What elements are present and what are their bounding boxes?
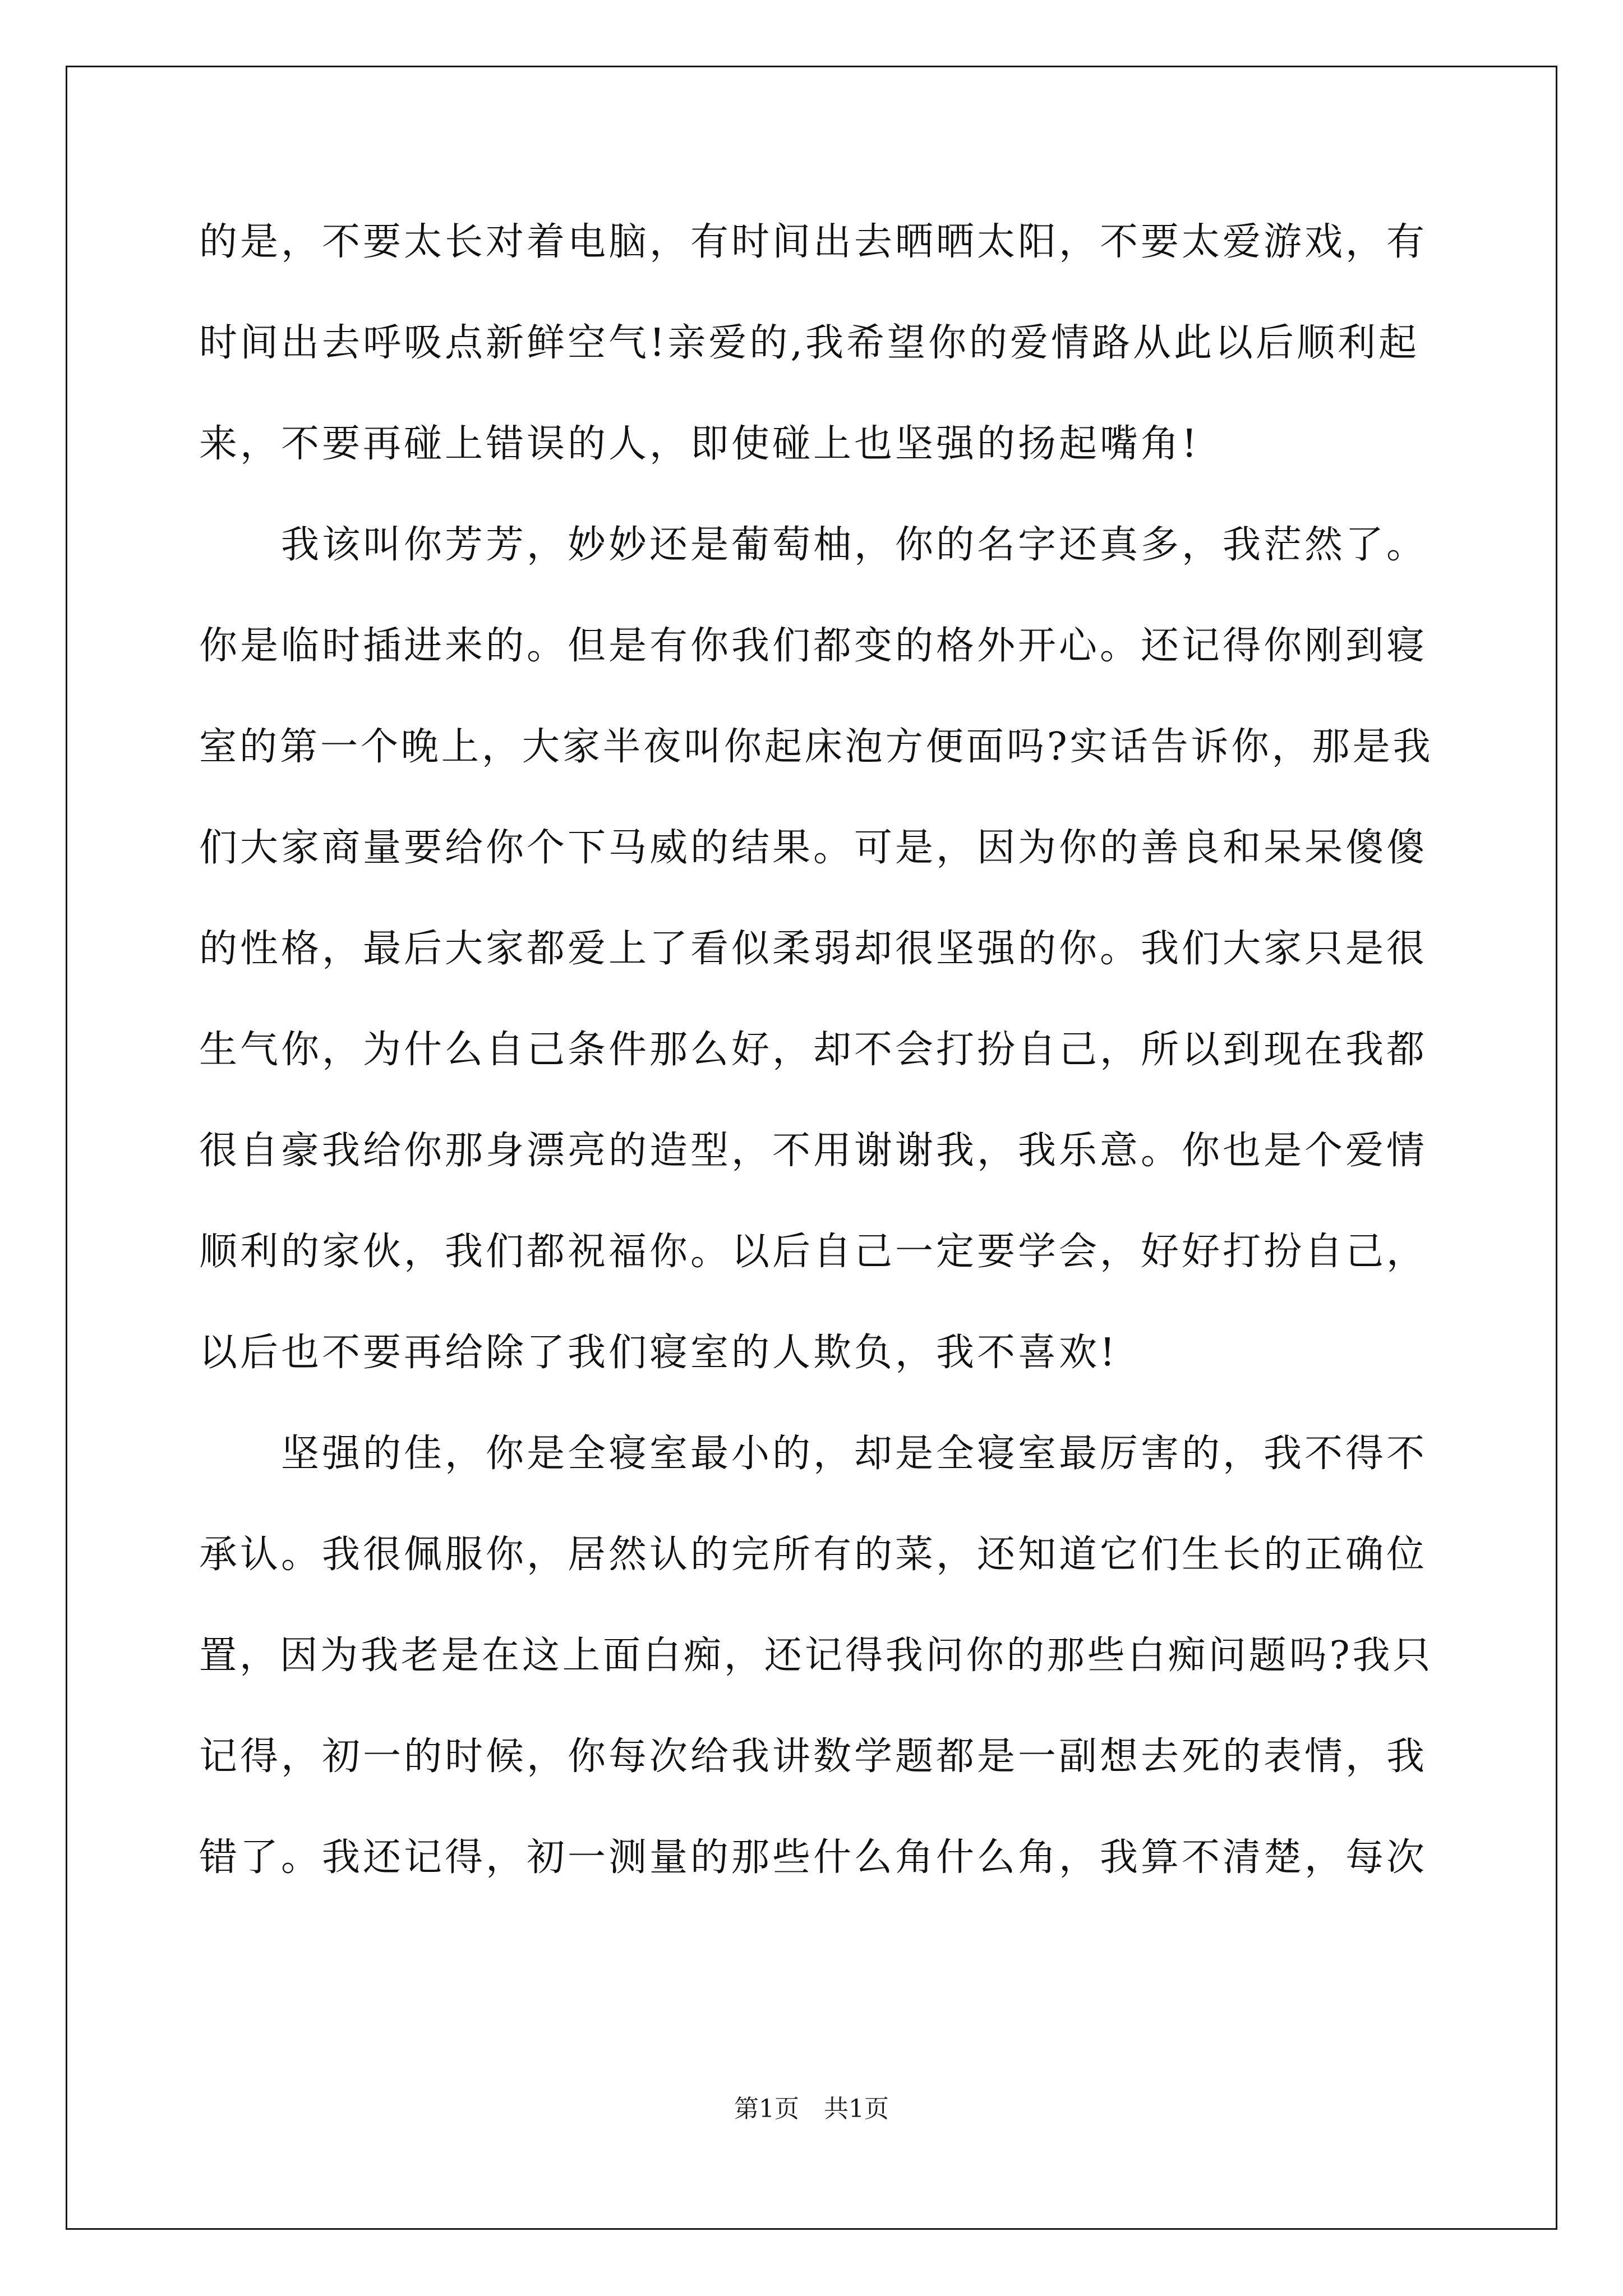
text-line: 记得，初一的时候，你每次给我讲数学题都是一副想去死的表情，我 bbox=[199, 1734, 1428, 1779]
text-line: 时间出去呼吸点新鲜空气!亲爱的,我希望你的爱情路从此以后顺利起 bbox=[199, 321, 1419, 365]
page-number-footer: 第1页 共1页 bbox=[734, 2095, 889, 2123]
text-line: 很自豪我给你那身漂亮的造型，不用谢谢我，我乐意。你也是个爱情 bbox=[199, 1129, 1428, 1173]
text-line: 我该叫你芳芳，妙妙还是葡萄柚，你的名字还真多，我茫然了。 bbox=[199, 523, 1428, 567]
text-line: 来，不要再碰上错误的人，即使碰上也坚强的扬起嘴角! bbox=[199, 422, 1200, 466]
text-line: 承认。我很佩服你，居然认的完所有的菜，还知道它们生长的正确位 bbox=[199, 1533, 1428, 1577]
text-line: 们大家商量要给你个下马威的结果。可是，因为你的善良和呆呆傻傻 bbox=[199, 826, 1428, 870]
text-line: 生气你，为什么自己条件那么好，却不会打扮自己，所以到现在我都 bbox=[199, 1028, 1428, 1072]
text-line: 以后也不要再给除了我们寝室的人欺负，我不喜欢! bbox=[199, 1331, 1118, 1375]
text-line: 错了。我还记得，初一测量的那些什么角什么角，我算不清楚，每次 bbox=[199, 1835, 1428, 1880]
text-line: 你是临时插进来的。但是有你我们都变的格外开心。还记得你刚到寝 bbox=[199, 624, 1428, 668]
text-line: 坚强的佳，你是全寝室最小的，却是全寝室最厉害的，我不得不 bbox=[199, 1432, 1428, 1476]
text-line: 顺利的家伙，我们都祝福你。以后自己一定要学会，好好打扮自己， bbox=[199, 1230, 1428, 1274]
text-line: 室的第一个晚上，大家半夜叫你起床泡方便面吗?实话告诉你，那是我 bbox=[199, 725, 1433, 769]
text-line: 置，因为我老是在这上面白痴，还记得我问你的那些白痴问题吗?我只 bbox=[199, 1634, 1433, 1678]
text-line: 的性格，最后大家都爱上了看似柔弱却很坚强的你。我们大家只是很 bbox=[199, 927, 1428, 971]
text-line: 的是，不要太长对着电脑，有时间出去晒晒太阳，不要太爱游戏，有 bbox=[199, 220, 1428, 264]
